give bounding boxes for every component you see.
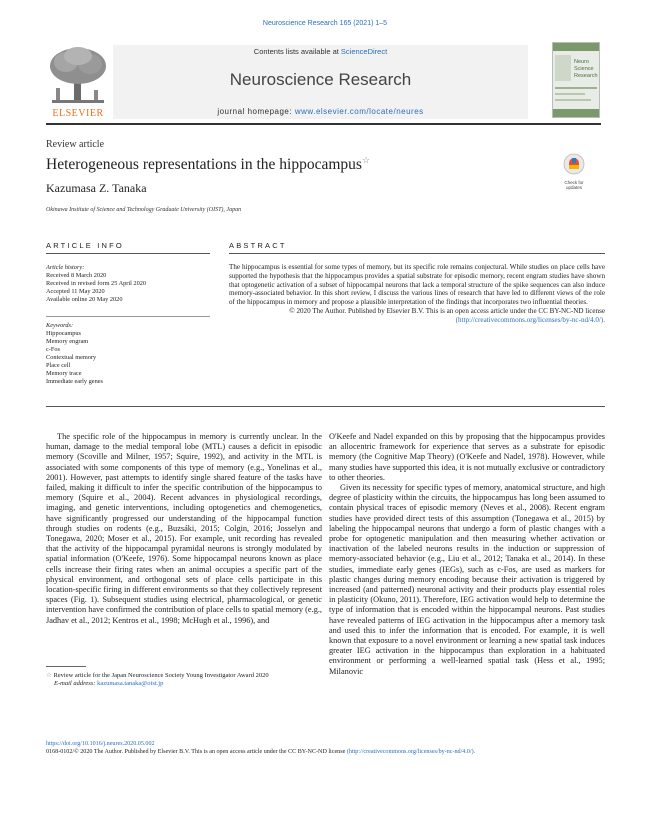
footer-license-link[interactable]: (http://creativecommons.org/licenses/by-nc-nd/4.0/). [346, 749, 476, 755]
contents-available [113, 47, 528, 56]
masthead-rule [46, 123, 601, 125]
journal-citation[interactable]: Neuroscience Research 165 (2021) 1–5 [262, 20, 388, 27]
abstract-copyright [229, 307, 605, 325]
history-item: Accepted 11 May 2020 [46, 288, 105, 295]
history-label: Article history: [46, 264, 85, 271]
svg-text:Science: Science [574, 66, 594, 72]
journal-name: Neuroscience Research [229, 70, 412, 89]
journal-masthead [46, 42, 598, 125]
body-paragraph: O'Keefe and Nadel expanded on this by proposing that the hippocampus provides an allocentric framework for experience that serves as a substrate for episodic memory (the Cognitive Map Theory) (O'Keefe and Nadel, 1978). However, while many studies have supported this idea, it is not mutually exclusive or contradictory to other theories. [329, 432, 605, 482]
abstract-rule [229, 253, 605, 254]
email-label: E-mail address: [54, 680, 96, 687]
homepage-prefix: journal homepage: [217, 107, 295, 116]
article-type: Review article [46, 139, 105, 150]
check-updates-label: Check for updates [564, 180, 584, 190]
contents-prefix: Contents lists available at [253, 47, 341, 56]
footnote-mark: ☆ [46, 672, 52, 679]
footer-license-text: 0168-0102/© 2020 The Author. Published by Elsevier B.V. This is an open access article under the CC BY-NC-ND license [46, 749, 346, 755]
tree-icon [46, 44, 110, 106]
elsevier-tree-logo[interactable] [46, 44, 110, 120]
keywords-block [46, 322, 210, 386]
author-affiliation: Okinawa Institute of Science and Technology Graduate University (OIST), Japan [46, 207, 242, 213]
copyright-text: © 2020 The Author. Published by Elsevier B.V. This is an open access article under the CC BY-NC-ND license [289, 306, 605, 315]
article-info-heading: ARTICLE INFO [46, 241, 124, 250]
article-title [46, 155, 370, 174]
keyword-item: Contextual memory [46, 354, 97, 361]
keyword-item: Memory trace [46, 370, 82, 377]
check-for-updates-badge[interactable] [556, 153, 592, 191]
body-column-left [46, 432, 322, 626]
journal-homepage [113, 107, 528, 116]
keyword-item: Hippocampus [46, 330, 81, 337]
body-paragraph: Given its necessity for specific types of memory, anatomical structure, and high degree of plasticity within the circuits, the hippocampus has long been assumed to contain physical traces of episodic memory (Neves et al., 2008). Recent engram studies have provided direct tests of this assumption (Tonegawa et al., 2015) by labeling the hippocampal neurons that undergo a form of plastic changes with a probe for optogenetic manipulation and then measuring whether activation or inactivation of the labeled neurons results in the induction or suppression of memory-associated behavior (e.g., Liu et al., 2012; Tanaka et al., 2014). In these studies, immediate early genes (IEGs), such as c-Fos, are used as markers for plastic changes during memory encoding because their activation is triggered by increased (and patterned) neuronal activity and their products play essential roles in plasticity (Okuno, 2011). Therefore, IEG activation would help to determine the type of information that is encoded within the hippocampal neurons. Past studies have revealed patterns of IEG activation in the hippocampus after a memory task and used this to infer the information that is encoded. For example, it is well known that exposure to a novel environment or learning a new spatial task induces greater IEG activation in the hippocampus than exploration in a habituated environment or performing a well-learned spatial task (Hess et al., 1995; Milanovic [329, 483, 605, 676]
check-updates-icon [563, 153, 585, 175]
svg-text:Neuro: Neuro [574, 59, 589, 65]
author-email-link[interactable]: kazumasa.tanaka@oist.jp [97, 680, 164, 687]
body-column-right [329, 432, 605, 677]
abstract-text: The hippocampus is essential for some types of memory, but its specific role remains conjectural. While studies on place cells have supported the hypothesis that the hippocampus provides a spatial substrate for episodic memory, recent engram studies have shown that optogenetic activation of a subset of hippocampal neurons that lack a temporal structure of the spike sequences can also induce memory-associated behavior. In this short review, I discuss the various lines of research that have led to different views of the role of the hippocampus in memory and propose a plausible interpretation of the findings that incorporates two influential theories. [229, 263, 605, 307]
keywords-label: Keywords: [46, 322, 74, 329]
keyword-item: c-Fos [46, 346, 60, 353]
author-name[interactable]: Kazumasa Z. Tanaka [46, 181, 147, 195]
header-bottom-rule [46, 406, 605, 407]
footnote-text: Review article for the Japan Neuroscience Society Young Investigator Award 2020 [53, 672, 269, 679]
footnote-email-row [46, 680, 322, 688]
doi-link[interactable]: https://doi.org/10.1016/j.neures.2020.05.002 [46, 741, 155, 747]
title-footnote-mark[interactable]: ☆ [361, 155, 371, 165]
history-rule [46, 316, 210, 317]
abstract-heading: ABSTRACT [229, 241, 287, 250]
elsevier-wordmark: ELSEVIER [52, 108, 104, 119]
page-footer [46, 740, 616, 756]
keyword-item: Place cell [46, 362, 71, 369]
svg-text:Research: Research [574, 73, 598, 79]
article-history [46, 264, 210, 304]
footer-license [46, 748, 616, 756]
keyword-item: Immediate early genes [46, 378, 103, 385]
article-info-rule [46, 253, 210, 254]
license-link[interactable]: (http://creativecommons.org/licenses/by-nc-nd/4.0/). [455, 315, 605, 324]
body-paragraph: The specific role of the hippocampus in memory is currently unclear. In the human, damage to the medial temporal lobe (MTL) causes a deficit in episodic memory (Scoville and Milner, 1957; Squire, 1992), and activity in the MTL is associated with some components of this type of memory (e.g., Yonelinas et al., 2001). However, past attempts to identify single shared feature of the tasks have failed, making it difficult to infer the specific contribution of the hippocampus to memory (Squire et al., 2004). Recent advances in physiological recordings, imaging, and genetic interventions, including optogenetics and chemogenetics, have significantly progressed our understanding of the hippocampal function through studies on rodents (e.g., Buzsáki, 2015; Colgin, 2016; Josselyn and Tonegawa, 2020; Moser et al., 2015). For example, unit recording has revealed that the activity of the hippocampal pyramidal neurons is strongly modulated by spatial information (O'Keefe, 1976). Some hippocampal neurons known as place cells increase their firing rates when an animal occupies a specific part of the physical environment, and orthogonal sets of place cells participate in this location-specific firing in different environments so that they collectively represent spaces (Fig. 1). Subsequent studies using electrical, pharmacological, or genetic intervention have confirmed the contribution of place cells to spatial memory (e.g., Jadhav et al., 2012; Kentros et al., 1998; McHugh et al., 1996), and [46, 432, 322, 625]
footnote-rule [46, 666, 86, 667]
abstract-body [229, 263, 605, 325]
sciencedirect-link[interactable]: ScienceDirect [340, 47, 388, 56]
history-item: Available online 20 May 2020 [46, 296, 123, 303]
history-item: Received 8 March 2020 [46, 272, 107, 279]
journal-cover-image [553, 43, 599, 117]
history-item: Received in revised form 25 April 2020 [46, 280, 147, 287]
homepage-link[interactable]: www.elsevier.com/locate/neures [294, 107, 424, 116]
article-title-text: Heterogeneous representations in the hippocampus [46, 156, 362, 174]
footnote [46, 672, 322, 688]
journal-cover-thumbnail[interactable] [552, 42, 600, 118]
keyword-item: Memory engram [46, 338, 89, 345]
footnote-text-row [46, 672, 322, 680]
